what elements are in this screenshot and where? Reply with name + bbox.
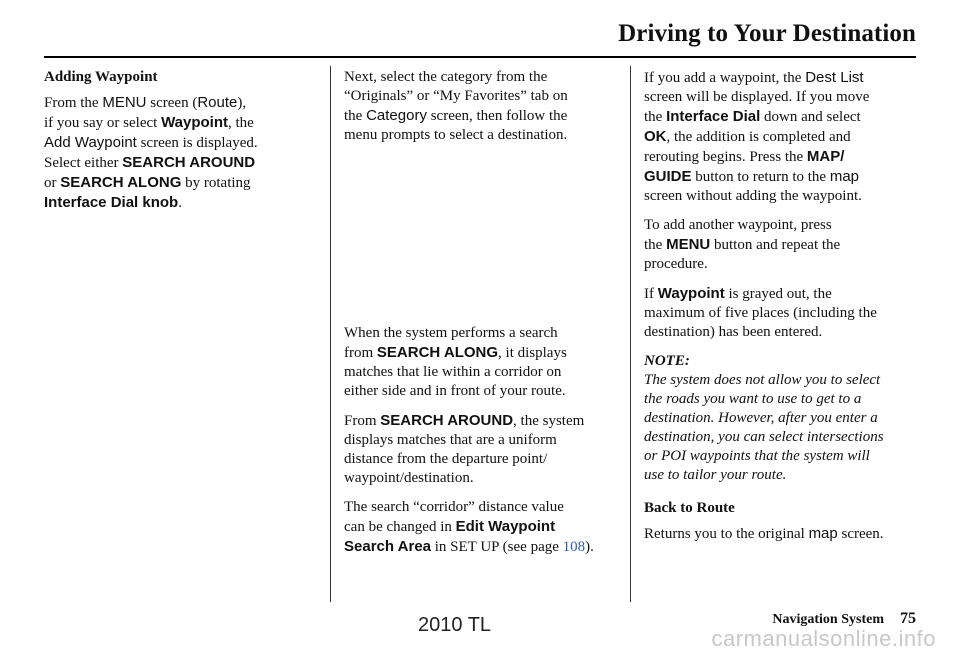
text: If you add a waypoint, the xyxy=(644,70,806,86)
column-divider-1 xyxy=(330,66,331,602)
text: If xyxy=(644,286,658,302)
search-area-term: Search Area xyxy=(344,538,431,555)
site-watermark: carmanualsonline.info xyxy=(711,626,936,651)
paragraph-search-around xyxy=(344,411,622,488)
text: or POI waypoints that the system will xyxy=(644,448,870,464)
figure-space xyxy=(344,155,622,324)
text: The search “corridor” distance value xyxy=(344,499,564,515)
text: . xyxy=(178,195,182,211)
text: To add another waypoint, press xyxy=(644,217,832,233)
text: menu prompts to select a destination. xyxy=(344,127,568,143)
note-text xyxy=(644,371,926,485)
text: procedure. xyxy=(644,256,708,272)
edit-waypoint-term: Edit Waypoint xyxy=(455,518,556,535)
paragraph-back-to-route xyxy=(644,524,926,544)
text: can be changed in xyxy=(344,519,456,535)
add-waypoint-term: Add Waypoint xyxy=(44,134,137,151)
page-reference-link[interactable]: 108 xyxy=(562,539,586,555)
paragraph-corridor-distance xyxy=(344,498,622,557)
page-number: 75 xyxy=(900,610,916,627)
guide-term: GUIDE xyxy=(644,168,692,185)
text: screen. xyxy=(837,526,884,542)
model-label: 2010 TL xyxy=(418,614,492,636)
text: by rotating xyxy=(181,175,251,191)
menu-term: MENU xyxy=(666,236,711,253)
text: screen will be displayed. If you move xyxy=(644,89,870,105)
text: distance from the departure point/ xyxy=(344,451,548,467)
text: rerouting begins. Press the xyxy=(644,149,807,165)
header-rule xyxy=(44,56,916,58)
text: in SET UP (see page xyxy=(431,539,563,555)
dest-list-term: Dest List xyxy=(805,69,864,86)
text: “Originals” or “My Favorites” tab on xyxy=(344,88,568,104)
search-along-term: SEARCH ALONG xyxy=(60,174,182,191)
text: from xyxy=(344,345,377,361)
map-guide-term: MAP/ xyxy=(806,148,845,165)
text: destination, you can select intersections xyxy=(644,429,884,445)
text: From xyxy=(344,413,381,429)
column-2 xyxy=(344,68,622,567)
text: , it displays xyxy=(498,345,567,361)
search-around-term: SEARCH AROUND xyxy=(380,412,514,429)
section-heading-adding-waypoint: Adding Waypoint xyxy=(44,69,158,85)
paragraph-waypoint-grayed xyxy=(644,284,926,342)
text: screen without adding the waypoint. xyxy=(644,188,862,204)
column-divider-2 xyxy=(630,66,631,602)
paragraph-dest-list xyxy=(644,68,926,206)
section-heading-back-to-route: Back to Route xyxy=(644,500,735,516)
text: the xyxy=(344,108,367,124)
column-1 xyxy=(44,68,312,223)
text: is grayed out, the xyxy=(724,286,832,302)
text: screen, then follow the xyxy=(426,108,568,124)
text: either side and in front of your route. xyxy=(344,383,566,399)
text: use to tailor your route. xyxy=(644,467,787,483)
text: The system does not allow you to select xyxy=(644,372,881,388)
interface-dial-term: Interface Dial xyxy=(666,108,761,125)
text: When the system performs a search xyxy=(344,325,558,341)
text: waypoint/destination. xyxy=(344,470,474,486)
text: if you say or select xyxy=(44,115,162,131)
map-term: map xyxy=(808,525,838,542)
footer-section-title: Navigation System xyxy=(772,612,884,627)
text: Select either xyxy=(44,155,123,171)
ok-term: OK xyxy=(644,128,667,145)
text: ). xyxy=(585,539,594,555)
search-along-term: SEARCH ALONG xyxy=(376,344,499,361)
text: screen is displayed. xyxy=(136,135,258,151)
text: destination) has been entered. xyxy=(644,324,823,340)
category-term: Category xyxy=(366,107,427,124)
text: the xyxy=(644,109,667,125)
text: destination. However, after you enter a xyxy=(644,410,878,426)
text: displays matches that are a uniform xyxy=(344,432,557,448)
waypoint-term: Waypoint xyxy=(657,285,725,302)
text: the xyxy=(644,237,667,253)
paragraph-select-category xyxy=(344,68,622,145)
paragraph-add-another-waypoint xyxy=(644,216,926,274)
search-around-term: SEARCH AROUND xyxy=(122,154,256,171)
text: , the xyxy=(228,115,254,131)
text: down and select xyxy=(760,109,861,125)
text: button to return to the xyxy=(691,169,830,185)
paragraph-adding-waypoint xyxy=(44,93,312,213)
text: the roads you want to use to get to a xyxy=(644,391,862,407)
waypoint-term: Waypoint xyxy=(161,114,228,131)
note-label: NOTE: xyxy=(644,353,690,369)
text: maximum of five places (including the xyxy=(644,305,877,321)
route-term: Route xyxy=(197,94,238,111)
text: From the xyxy=(44,95,103,111)
page-header-title: Driving to Your Destination xyxy=(618,20,916,47)
text: ), xyxy=(237,95,247,111)
column-3 xyxy=(644,68,926,554)
interface-dial-knob-term: Interface Dial knob xyxy=(44,194,179,211)
text: Next, select the category from the xyxy=(344,69,548,85)
text: Returns you to the original xyxy=(644,526,809,542)
map-term: map xyxy=(829,168,860,185)
text: button and repeat the xyxy=(710,237,841,253)
text: matches that lie within a corridor on xyxy=(344,364,562,380)
text: , the addition is completed and xyxy=(666,129,851,145)
text: or xyxy=(44,175,61,191)
text: screen ( xyxy=(146,95,198,111)
paragraph-search-along xyxy=(344,324,622,401)
menu-term: MENU xyxy=(102,94,147,111)
text: , the system xyxy=(513,413,585,429)
